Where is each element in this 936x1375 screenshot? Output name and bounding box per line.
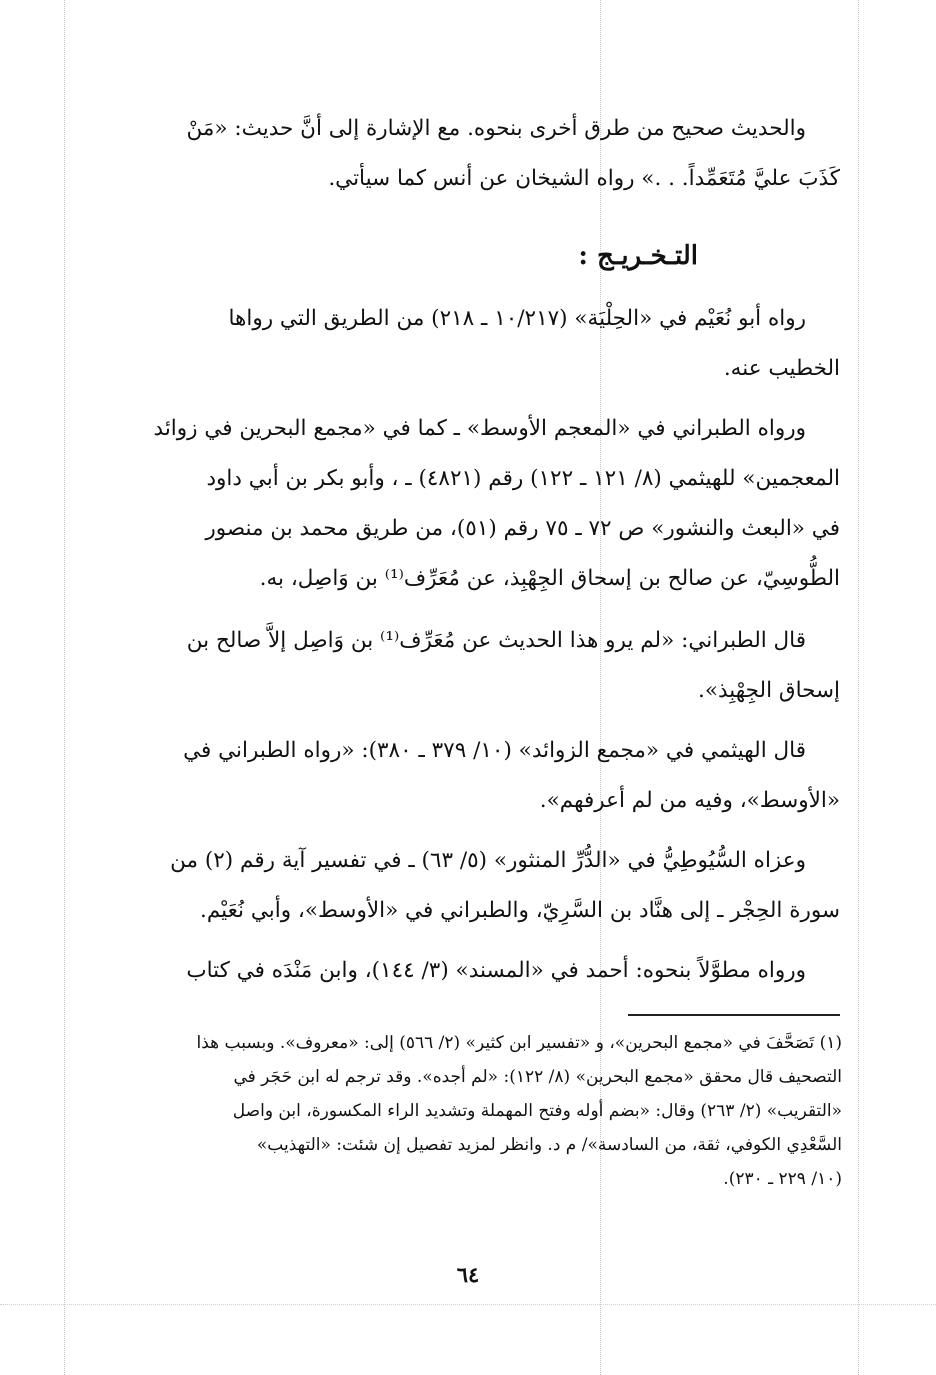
footnote-line: (١٠/ ٢٢٩ ـ ٢٣٠). — [723, 1169, 842, 1189]
paragraph-tabarani-quote — [94, 616, 840, 716]
text-line: سورة الحِجْر ـ إلى هنَّاد بن السَّرِيّ، والطبراني في «الأوسط»، وأبي نُعَيْم. — [200, 898, 840, 923]
text-line: قال الطبراني: «لم يرو هذا الحديث عن مُعَرِّف⁽¹⁾ بن وَاصِل إلاَّ صالح بن — [186, 628, 806, 653]
text-line: كَذَبَ عليَّ مُتَعَمِّداً. . .» رواه الشيخان عن أنس كما سيأتي. — [328, 166, 840, 191]
scan-guide-bottom — [0, 1304, 936, 1305]
text-line: الطُّوسِيّ، عن صالح بن إسحاق الجِهْبِذ، عن مُعَرِّف⁽¹⁾ بن وَاصِل، به. — [259, 566, 840, 591]
paragraph-takhrij-2 — [94, 404, 840, 604]
text-line: «الأوسط»، وفيه من لم أعرفهم». — [539, 788, 840, 813]
text-line: إسحاق الجِهْبِذ». — [697, 678, 840, 703]
text-line: والحديث صحيح من طرق أخرى بنحوه. مع الإشارة إلى أنَّ حديث: «مَنْ — [186, 116, 806, 141]
text-line: وعزاه السُّيُوطِيُّ في «الدُّرِّ المنثور» (٥/ ٦٣) ـ في تفسير آية رقم (٢) من — [170, 848, 806, 873]
paragraph-intro — [94, 104, 840, 204]
section-heading: التـخـريـج : — [578, 241, 698, 271]
page-number: ٦٤ — [456, 1262, 480, 1287]
scan-guide-left — [64, 0, 65, 1375]
paragraph-takhrij-1 — [94, 294, 840, 394]
scan-guide-right — [858, 0, 859, 1375]
footnote-line: السَّعْدِي الكوفي، ثقة، من السادسة»/ م د. وانظر لمزيد تفصيل إن شئت: «التهذيب» — [256, 1135, 842, 1155]
paragraph-suyuti — [94, 836, 840, 936]
text-line: قال الهيثمي في «مجمع الزوائد» (١٠/ ٣٧٩ ـ ٣٨٠): «رواه الطبراني في — [183, 738, 806, 763]
footnote — [90, 1026, 842, 1196]
text-line: المعجمين» للهيثمي (٨/ ١٢١ ـ ١٢٢) رقم (٤٨٢١) ـ ، وأبو بكر بن أبي داود — [206, 466, 840, 491]
paragraph-haythami-quote — [94, 726, 840, 826]
text-line: ورواه الطبراني في «المعجم الأوسط» ـ كما في «مجمع البحرين في زوائد — [153, 416, 806, 441]
text-line: الخطيب عنه. — [723, 356, 840, 381]
text-line: في «البعث والنشور» ص ٧٢ ـ ٧٥ رقم (٥١)، من طريق محمد بن منصور — [205, 516, 840, 541]
footnote-separator — [628, 1014, 840, 1016]
footnote-line: التصحيف قال محقق «مجمع البحرين» (٨/ ١٢٢): «لم أجده». وقد ترجم له ابن حَجَر في — [233, 1067, 842, 1087]
text-line: رواه أبو نُعَيْم في «الحِلْيَة» (١٠/٢١٧ ـ ٢١٨) من الطريق التي رواها — [228, 306, 806, 331]
footnote-line: (١) تَصَحَّفَ في «مجمع البحرين»، و «تفسير ابن كثير» (٢/ ٥٦٦) إلى: «معروف». وبسبب هذا — [196, 1033, 842, 1053]
text-line: ورواه مطوَّلاً بنحوه: أحمد في «المسند» (٣/ ١٤٤)، وابن مَنْدَه في كتاب — [186, 958, 806, 983]
paragraph-ahmad — [94, 946, 840, 996]
footnote-line: «التقريب» (٢/ ٢٦٣) وقال: «بضم أوله وفتح المهملة وتشديد الراء المكسورة، ابن واصل — [232, 1101, 842, 1121]
